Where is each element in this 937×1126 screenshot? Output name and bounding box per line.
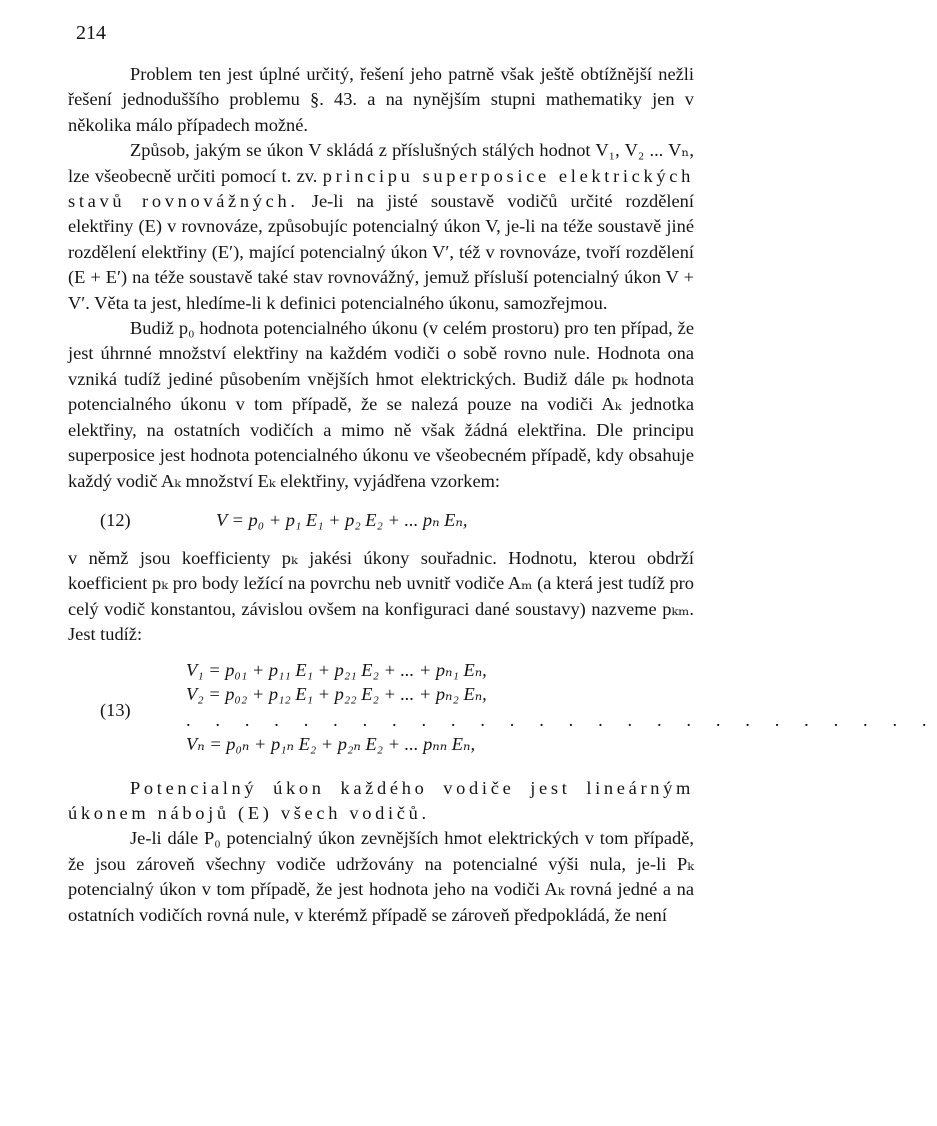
paragraph-2-start: Způsob, jakým se úkon V skládá z příslušných stálých hodnot V₁, V₂ ... Vₙ, lze všeobecně určiti pomocí t. zv. — [68, 140, 694, 186]
page-number: 214 — [76, 22, 106, 44]
text-body — [68, 62, 937, 928]
equation-body: V = p₀ + p₁ E₁ + p₂ E₂ + ... pₙ Eₙ, — [216, 509, 468, 530]
paragraph-3: Budiž p₀ hodnota potencialného úkonu (v celém prostoru) pro ten případ, že jest úhrnné množství elektřiny na každém vodiči o sobě rovno nule. Hodnota ona vzniká tudíž jediné působením vnějších hmot elektrických. Budiž dále pₖ hodnota potencialného úkonu v tom případě, že se nalezá pouze na vodiči Aₖ jednotka elektřiny, na ostatních vodičích a mimo ně však žádná elektřina. Dle principu superposice jest hodnota potencialného úkonu ve všeobecném případě, kdy obsahuje každý vodič Aₖ množství Eₖ elektřiny, vyjádřena vzorkem: — [68, 318, 694, 491]
paragraph-4: v němž jsou koefficienty pₖ jakési úkony souřadnic. Hodnotu, kterou obdrží koefficient pₖ pro body ležící na povrchu neb uvnitř vodiče Aₘ (a která jest tudíž pro celý vodič konstantou, závislou ovšem na konfiguraci dané soustavy) nazveme pₖₘ. Jest tudíž: — [68, 547, 694, 645]
equation-dots: . . . . . . . . . . . . . . . . . . . . . . . . . . — [186, 709, 937, 730]
principle-name: principu superposice elektrických stavů rovnovážných. — [68, 165, 694, 212]
equation-row: Vₙ = p₀ₙ + p₁ₙ E₂ + p₂ₙ E₂ + ... pₙₙ Eₙ, — [186, 733, 476, 754]
equation-row: V₂ = p₀₂ + p₁₂ E₁ + p₂₂ E₂ + ... + pₙ₂ Eₙ, — [186, 683, 487, 704]
paragraph-2 — [68, 138, 694, 316]
paragraph-1: Problem ten jest úplné určitý, řešení jeho patrně však ještě obtížnější nežli řešení jednoduššího problemu §. 43. a na nynějším stupni mathematiky jen v několika málo případech možné. — [68, 64, 694, 135]
paragraph-2-end: Je-li na jisté soustavě vodičů určité rozdělení elektřiny (E) v rovnováze, způsobujíc potencialný úkon V, je-li na téže soustavě jiné rozdělení elektřiny (E′), mající potencialný úkon V′, též v rovnováze, tvoří rozdělení (E + E′) na téže soustavě také stav rovnovážný, jemuž přísluší potencialný úkon V + V′. Věta ta jest, hledíme-li k definici potencialného úkonu, samozřejmou. — [68, 191, 694, 313]
paragraph-6: Je-li dále P₀ potencialný úkon zevnějších hmot elektrických v tom případě, že jsou zároveň všechny vodiče udržovány na potencialné výši nula, je-li Pₖ potencialný úkon v tom případě, že jest hodnota jeho na vodiči Aₖ rovná jedné a na ostatních vodičích rovná nule, v kterémž případě se zároveň předpokládá, že není — [68, 828, 694, 925]
equation-12 — [68, 506, 694, 536]
equation-label: (12) — [100, 509, 131, 530]
equation-row: V₁ = p₀₁ + p₁₁ E₁ + p₂₁ E₂ + ... + pₙ₁ Eₙ, — [186, 659, 487, 680]
theorem-statement: Potencialný úkon každého vodiče jest lineárným úkonem nábojů (E) všech vodičů. — [68, 777, 694, 823]
equation-label: (13) — [100, 699, 131, 720]
equation-system-13 — [68, 656, 937, 764]
